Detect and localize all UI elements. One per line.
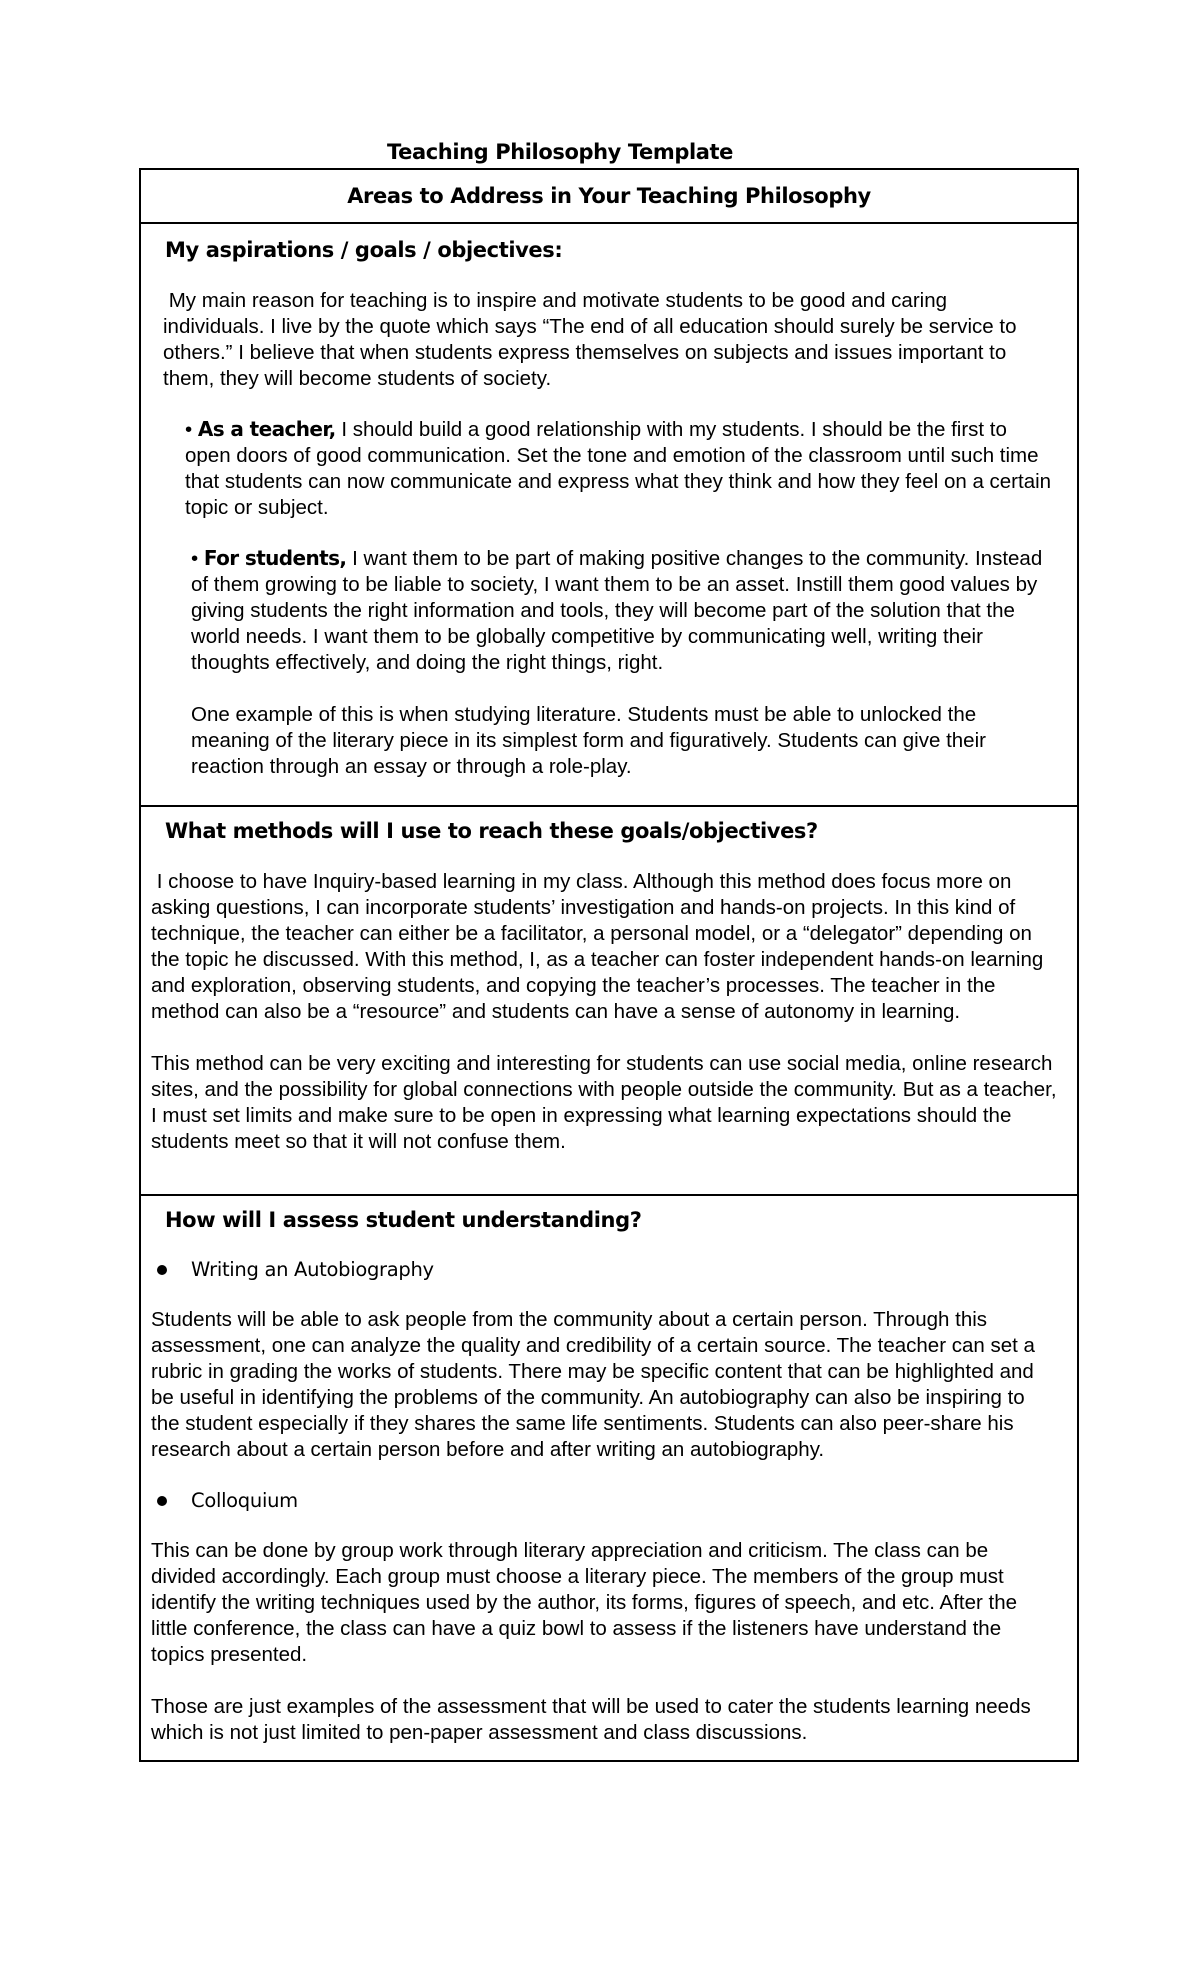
methods-paragraph-1 xyxy=(151,869,1057,1025)
methods-heading: What methods will I use to reach these goals/objectives? xyxy=(165,819,818,843)
assessment-item-2-text: This can be done by group work through literary appreciation and criticism. The class can be divided accordingly. Each group must choose a literary piece. The members of the group must identify the writing techniques used by the author, its forms, figures of speech, and etc. After the little conference, the class can have a quiz bowl to assess if the listeners have understand the topics presented. xyxy=(151,1539,1018,1666)
assessment-item-1-label: Writing an Autobiography xyxy=(191,1258,434,1281)
teacher-text: I should build a good relationship with my students. I should be the first to open doors of good communication. Set the tone and emotion of the classroom until such time that students can now communicate and express what they think and how they feel on a certain topic or subject. xyxy=(185,418,1052,519)
assessment-item-2-label: Colloquium xyxy=(191,1489,298,1512)
assessment-item-1-text: Students will be able to ask people from the community about a certain person. Through this assessment, one can analyze the quality and credibility of a certain source. The teacher can set a rubric in grading the works of students. There may be specific content that can be highlighted and be useful in identifying the problems of the community. An autobiography can also be inspiring to the student especially if they shares the same life sentiments. Students can also peer-share his research about a certain person before and after writing an autobiography. xyxy=(151,1308,1035,1461)
methods-paragraph-2: This method can be very exciting and interesting for students can use social media, online research sites, and the possibility for global connections with people outside the community. But as a teacher, I must set limits and make sure to be open in expressing what learning expectations should the students meet so that it will not confuse them. xyxy=(151,1052,1057,1153)
table-header-row xyxy=(141,170,1077,224)
methods-section xyxy=(141,807,1077,1196)
page-title: Teaching Philosophy Template xyxy=(386,140,734,164)
students-text: I want them to be part of making positive changes to the community. Instead of them growing to be liable to society, I want them to be an asset. Instill them good values by giving students the right information and tools, they will become part of the solution that the world needs. I want them to be globally competitive by communicating well, writing their thoughts effectively, and doing the right things, right. xyxy=(191,547,1043,674)
assessment-item-1 xyxy=(151,1258,1057,1281)
methods-paragraph-1-text: I choose to have Inquiry-based learning in my class. Although this method does focus more on asking questions, I can incorporate students’ investigation and hands-on projects. In this kind of technique, the teacher can either be a facilitator, a personal model, or a “delegator” depending on the topic he discussed. With this method, I, as a teacher can foster independent hands-on learning and exploration, observing students, and copying the teacher’s processes. The teacher in the method can also be a “resource” and students can have a sense of autonomy in learning. xyxy=(151,870,1044,1023)
bullet-icon xyxy=(157,1265,167,1275)
assessment-heading: How will I assess student understanding? xyxy=(165,1208,642,1232)
assessment-closing: Those are just examples of the assessment that will be used to cater the students learning needs which is not just limited to pen-paper assessment and class discussions. xyxy=(151,1695,1031,1744)
aspirations-intro xyxy=(163,288,1037,392)
bullet-dot: • xyxy=(191,547,204,570)
example-paragraph: One example of this is when studying literature. Students must be able to unlocked the meaning of the literary piece in its simplest form and figuratively. Students can give their reaction through an essay or through a role-play. xyxy=(191,703,986,778)
philosophy-table xyxy=(139,168,1079,1762)
bullet-dot: • xyxy=(185,418,198,441)
aspirations-intro-text: My main reason for teaching is to inspire and motivate students to be good and caring individuals. I live by the quote which says “The end of all education should surely be service to others.” I believe that when students express themselves on subjects and issues important to them, they will become students of society. xyxy=(163,289,1017,390)
aspirations-heading: My aspirations / goals / objectives: xyxy=(165,238,563,262)
aspirations-section xyxy=(141,224,1077,807)
bullet-icon xyxy=(157,1496,167,1506)
assessment-item-2 xyxy=(151,1489,1057,1512)
assessment-section xyxy=(141,1196,1077,1760)
teacher-lead: As a teacher, xyxy=(197,417,336,441)
teacher-bullet xyxy=(185,416,1057,521)
students-lead: For students, xyxy=(203,546,347,570)
table-header: Areas to Address in Your Teaching Philosophy xyxy=(347,184,871,208)
students-bullet xyxy=(191,545,1057,676)
